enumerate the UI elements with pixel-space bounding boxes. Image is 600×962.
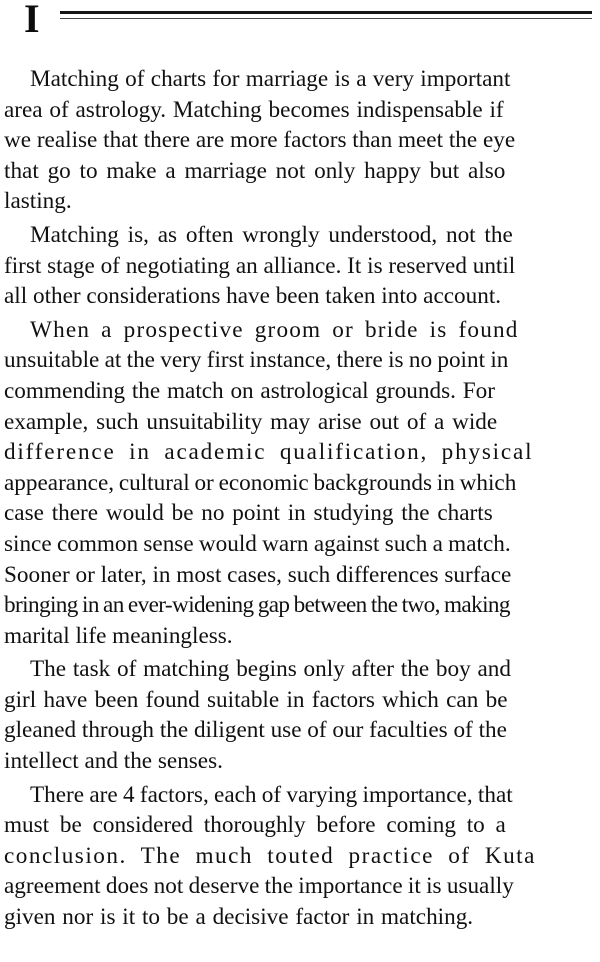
text-line: first stage of negotiating an alliance. It is reserved until [4, 252, 516, 279]
text-line: all other considerations have been taken into account. [4, 283, 502, 310]
text-line: When a prospective groom or bride is found [30, 316, 519, 343]
text-line: difference in academic qualification, physical [4, 439, 534, 466]
text-line: girl have been found suitable in factors which can be [4, 686, 508, 713]
text-line: marital life meaningless. [4, 622, 233, 649]
chapter-heading [14, 0, 600, 40]
chapter-numeral: I [24, 0, 40, 41]
text-line: Matching is, as often wrongly understood, not the [30, 221, 513, 248]
text-line: case there would be no point in studying the charts [4, 500, 493, 527]
paragraph-5 [0, 780, 596, 933]
text-line: since common sense would warn against such a match. [4, 530, 511, 557]
text-line: agreement does not deserve the importance it is usually [4, 873, 514, 900]
text-line: area of astrology. Matching becomes indispensable if [4, 96, 504, 123]
text-line: we realise that there are more factors than meet the eye [4, 127, 516, 154]
text-line: lasting. [4, 188, 72, 215]
text-line: bringing in an ever-widening gap between the two, making [4, 592, 510, 619]
text-line: Matching of charts for marriage is a very important [30, 66, 511, 92]
text-line: unsuitable at the very first instance, there is no point in [4, 347, 509, 374]
text-line: example, such unsuitability may arise out of a wide [4, 408, 498, 435]
text-line: The task of matching begins only after the boy and [30, 656, 511, 683]
text-line: intellect and the senses. [4, 748, 223, 775]
paragraph-3 [0, 315, 596, 652]
heading-rule-thin [60, 18, 592, 19]
paragraph-4 [0, 654, 596, 776]
text-line: given nor is it to be a decisive factor in matching. [4, 904, 474, 931]
text-line: conclusion. The much touted practice of Kuta [4, 842, 536, 869]
body-text [0, 64, 596, 936]
heading-rule-thick [60, 11, 592, 14]
text-line: There are 4 factors, each of varying importance, that [30, 781, 513, 808]
paragraph-1 [0, 64, 596, 217]
text-line: that go to make a marriage not only happy but also [4, 157, 506, 184]
text-line: must be considered thoroughly before coming to a [4, 812, 506, 839]
text-line: Sooner or later, in most cases, such differences surface [4, 561, 512, 588]
text-line: commending the match on astrological grounds. For [4, 377, 495, 404]
paragraph-2 [0, 220, 596, 312]
text-line: appearance, cultural or economic backgrounds in which [4, 469, 517, 496]
text-line: gleaned through the diligent use of our faculties of the [4, 717, 507, 744]
